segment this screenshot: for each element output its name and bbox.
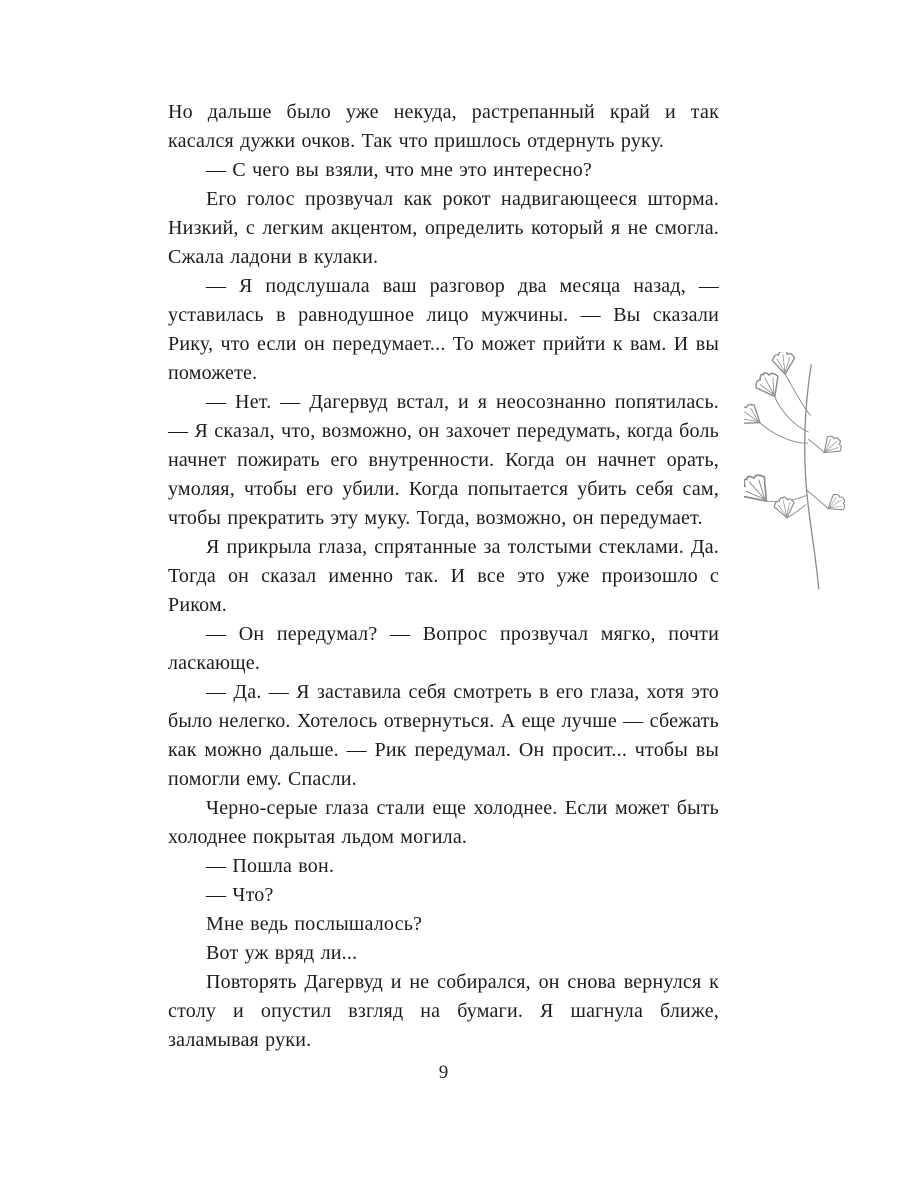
paragraph: Его голос прозвучал как рокот надвигающееся шторма. Низкий, с легким акцентом, определить который я не смогла. Сжала ладони в кулаки. <box>168 188 719 268</box>
paragraph: Повторять Дагервуд и не собирался, он снова вернулся к столу и опустил взгляд на бумаги. Я шагнула ближе, заламывая руки. <box>168 971 719 1051</box>
paragraph-dialogue: — Да. — Я заставила себя смотреть в его глаза, хотя это было нелегко. Хотелось отвернуться. А еще лучше — сбежать как можно дальше. — Рик передумал. Он просит... чтобы вы помогли ему. Спасли. <box>168 681 719 790</box>
paragraph: Но дальше было уже некуда, растрепанный край и так касался дужки очков. Так что пришлось отдернуть руку. <box>168 101 719 152</box>
paragraph: Мне ведь послышалось? <box>206 913 423 935</box>
paragraph-dialogue: — Что? <box>206 884 274 906</box>
paragraph: Черно-серые глаза стали еще холоднее. Если может быть холоднее покрытая льдом могила. <box>168 797 719 848</box>
paragraph-dialogue: — Я подслушала ваш разговор два месяца назад, — уставилась в равнодушное лицо мужчины. — Вы сказали Рику, что если он передумает... То может прийти к вам. И вы поможете. <box>168 275 719 384</box>
paragraph: Я прикрыла глаза, спрятанные за толстыми стеклами. Да. Тогда он сказал именно так. И все это уже произошло с Риком. <box>168 536 719 616</box>
paragraph-dialogue: — Он передумал? — Вопрос прозвучал мягко, почти ласкающе. <box>168 623 719 674</box>
paragraph-dialogue: — С чего вы взяли, что мне это интересно? <box>206 159 592 181</box>
fern-branch-illustration <box>744 352 856 596</box>
body-text <box>168 98 719 1055</box>
paragraph-dialogue: — Нет. — Дагервуд встал, и я неосознанно попятилась. — Я сказал, что, возможно, он захочет передумать, когда боль начнет пожирать его внутренности. Когда он начнет орать, умоляя, чтобы его убили. Когда попытается убить себя сам, чтобы прекратить эту муку. Тогда, возможно, он передумает. <box>168 391 719 529</box>
paragraph-dialogue: — Пошла вон. <box>206 855 335 877</box>
paragraph: Вот уж вряд ли... <box>206 942 358 964</box>
page-number: 9 <box>438 1062 449 1083</box>
